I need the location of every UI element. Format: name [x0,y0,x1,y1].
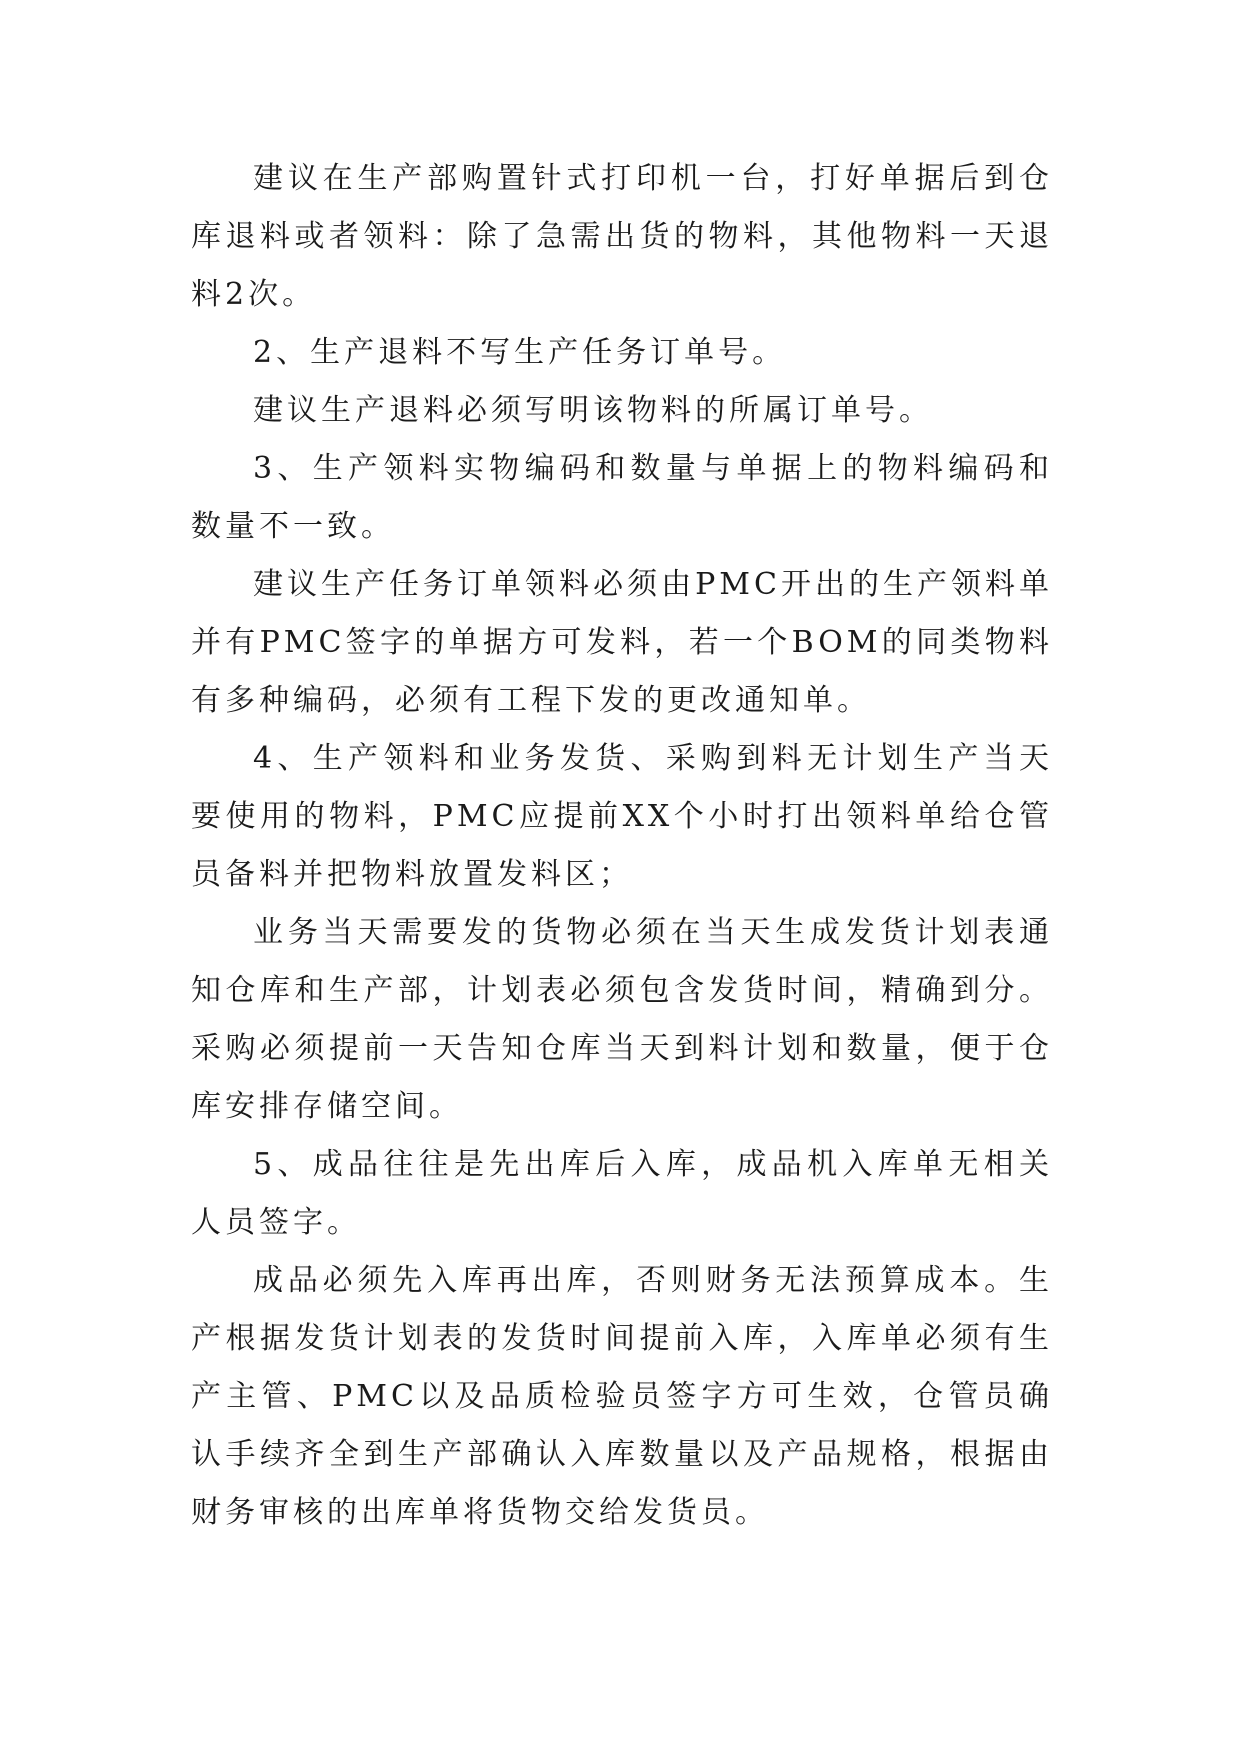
paragraph-suggestion-2: 建议生产退料必须写明该物料的所属订单号。 [253,393,933,428]
paragraph-issue-3: 3、生产领料实物编码和数量与单据上的物料编码和数量不一致。 [191,451,1053,544]
paragraph-suggestion-3: 建议生产任务订单领料必须由PMC开出的生产领料单并有PMC签字的单据方可发料，若一个BOM的同类物料有多种编码，必须有工程下发的更改通知单。 [191,567,1053,718]
document-body [191,150,1053,1542]
paragraph-issue-5: 5、成品往往是先出库后入库，成品机入库单无相关人员签字。 [191,1147,1053,1240]
paragraph-issue-2: 2、生产退料不写生产任务订单号。 [253,335,787,370]
paragraph-printer-suggestion: 建议在生产部购置针式打印机一台，打好单据后到仓库退料或者领料：除了急需出货的物料，其他物料一天退料2次。 [191,161,1053,312]
paragraph-suggestion-5: 成品必须先入库再出库，否则财务无法预算成本。生产根据发货计划表的发货时间提前入库，入库单必须有生产主管、PMC以及品质检验员签字方可生效，仓管员确认手续齐全到生产部确认入库数量以及产品规格，根据由财务审核的出库单将货物交给发货员。 [191,1263,1053,1530]
paragraph-issue-4: 4、生产领料和业务发货、采购到料无计划生产当天要使用的物料，PMC应提前XX个小时打出领料单给仓管员备料并把物料放置发料区； [191,741,1053,892]
paragraph-suggestion-4: 业务当天需要发的货物必须在当天生成发货计划表通知仓库和生产部，计划表必须包含发货时间，精确到分。采购必须提前一天告知仓库当天到料计划和数量，便于仓库安排存储空间。 [191,915,1053,1124]
